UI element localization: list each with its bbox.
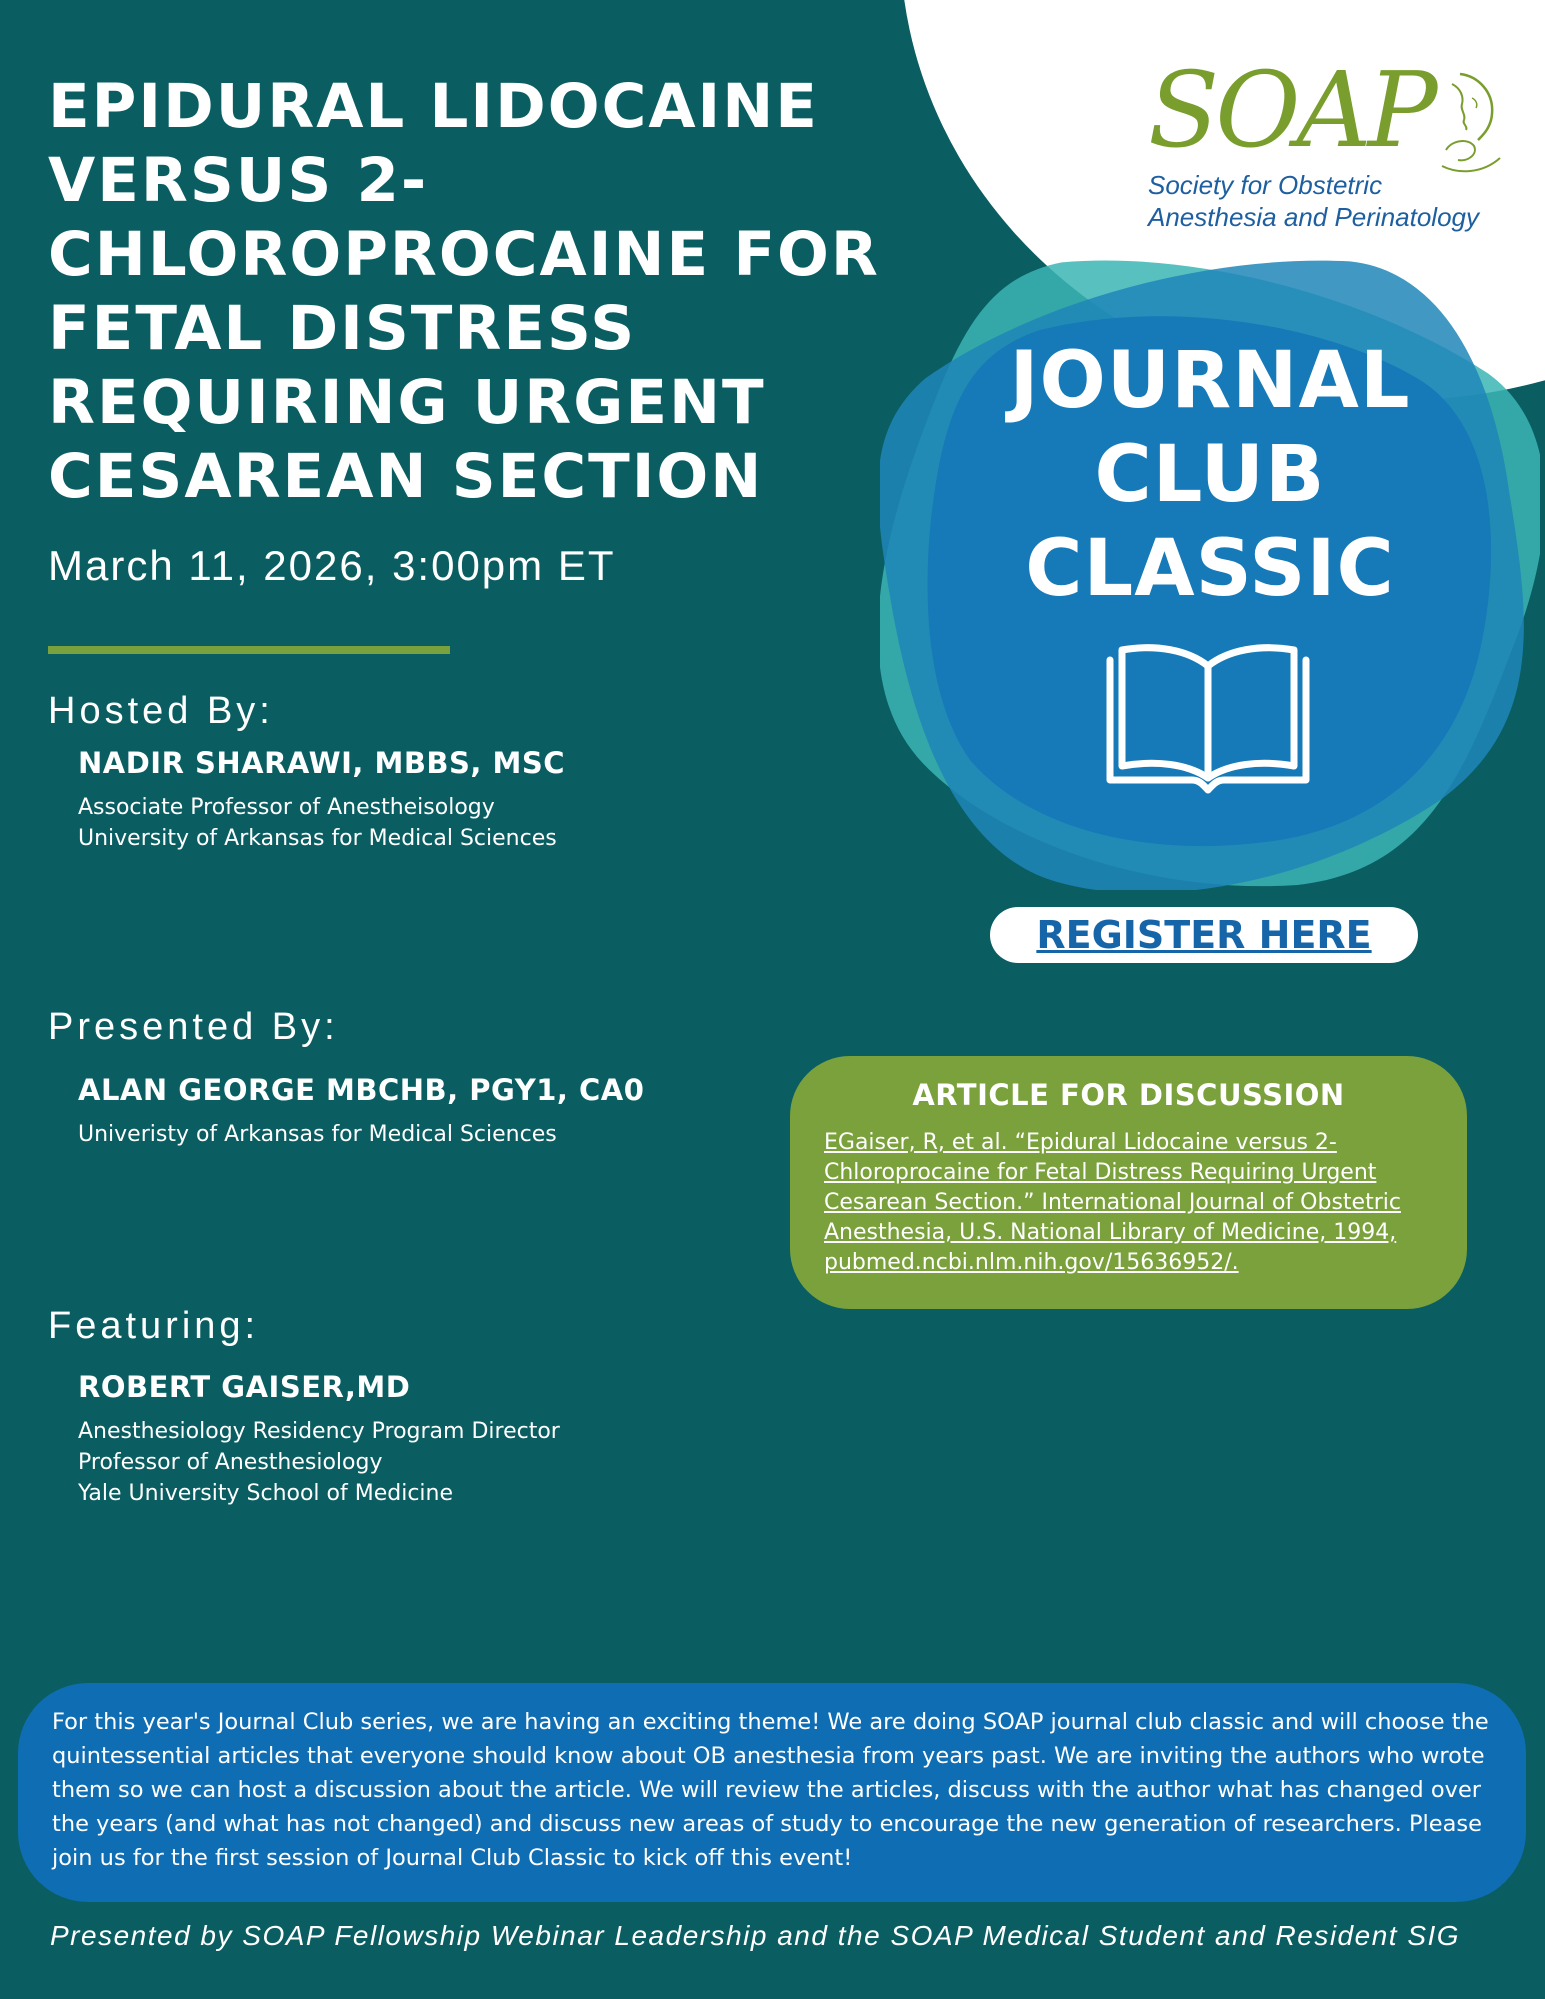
logo-subtitle-line2: Anesthesia and Perinatology (1148, 202, 1480, 232)
featuring-label: Featuring: (48, 1305, 260, 1347)
event-date: March 11, 2026, 3:00pm ET (48, 542, 616, 589)
badge-title-club: CLUB (1094, 430, 1326, 520)
featured-name: ROBERT GAISER,MD (78, 1370, 411, 1404)
featured-title-2: Professor of Anesthesiology (78, 1450, 383, 1475)
divider (48, 646, 450, 654)
featured-institution: Yale University School of Medicine (78, 1481, 454, 1506)
mother-baby-icon (1438, 70, 1508, 180)
presenter-name: ALAN GEORGE MBCHB, PGY1, CA0 (78, 1073, 645, 1107)
open-book-icon (1096, 640, 1320, 796)
badge-title-classic: CLASSIC (1025, 524, 1395, 614)
host-title: Associate Professor of Anestheisology (78, 795, 495, 820)
register-here-button[interactable]: REGISTER HERE (990, 907, 1418, 963)
article-citation-link[interactable]: EGaiser, R, et al. “Epidural Lidocaine versus 2-Chloroprocaine for Fetal Distress Requiring Urgent Cesarean Section.” International Journal of Obstetric Anesthesia, U.S. National Library of Medicine, 1994, pubmed.ncbi.nlm.nih.gov/15636952/. (824, 1130, 1401, 1275)
hosted-by-label: Hosted By: (48, 690, 274, 732)
host-institution: University of Arkansas for Medical Sciences (78, 826, 557, 851)
soap-logo (1140, 49, 1510, 258)
logo-subtitle-line1: Society for Obstetric (1148, 170, 1383, 200)
article-heading: ARTICLE FOR DISCUSSION (912, 1078, 1345, 1112)
presenter-institution: Univeristy of Arkansas for Medical Sciences (78, 1122, 557, 1147)
article-for-discussion-box (790, 1056, 1467, 1309)
badge-title-journal: JOURNAL (1009, 336, 1411, 426)
event-title: EPIDURAL LIDOCAINE VERSUS 2-CHLOROPROCAINE FOR FETAL DISTRESS REQUIRING URGENT CESAREAN SECTION (48, 71, 880, 512)
description-box (18, 1683, 1526, 1902)
logo-wordmark: SOAP (1148, 49, 1434, 171)
description-text: For this year's Journal Club series, we are having an exciting theme! We are doing SOAP journal club classic and will choose the quintessential articles that everyone should know about OB anesthesia from years past. We are inviting the authors who wrote them so we can host a discussion about the article. We will review the articles, discuss with the author what has changed over the years (and what has not changed) and discuss new areas of study to encourage the new generation of researchers. Please join us for the first session of Journal Club Classic to kick off this event! (52, 1709, 1489, 1871)
host-name: NADIR SHARAWI, MBBS, MSC (78, 746, 566, 780)
presented-by-label: Presented By: (48, 1006, 339, 1048)
footer-credit: Presented by SOAP Fellowship Webinar Leadership and the SOAP Medical Student and Resident SIG (50, 1920, 1461, 1951)
featured-title-1: Anesthesiology Residency Program Director (78, 1419, 560, 1444)
